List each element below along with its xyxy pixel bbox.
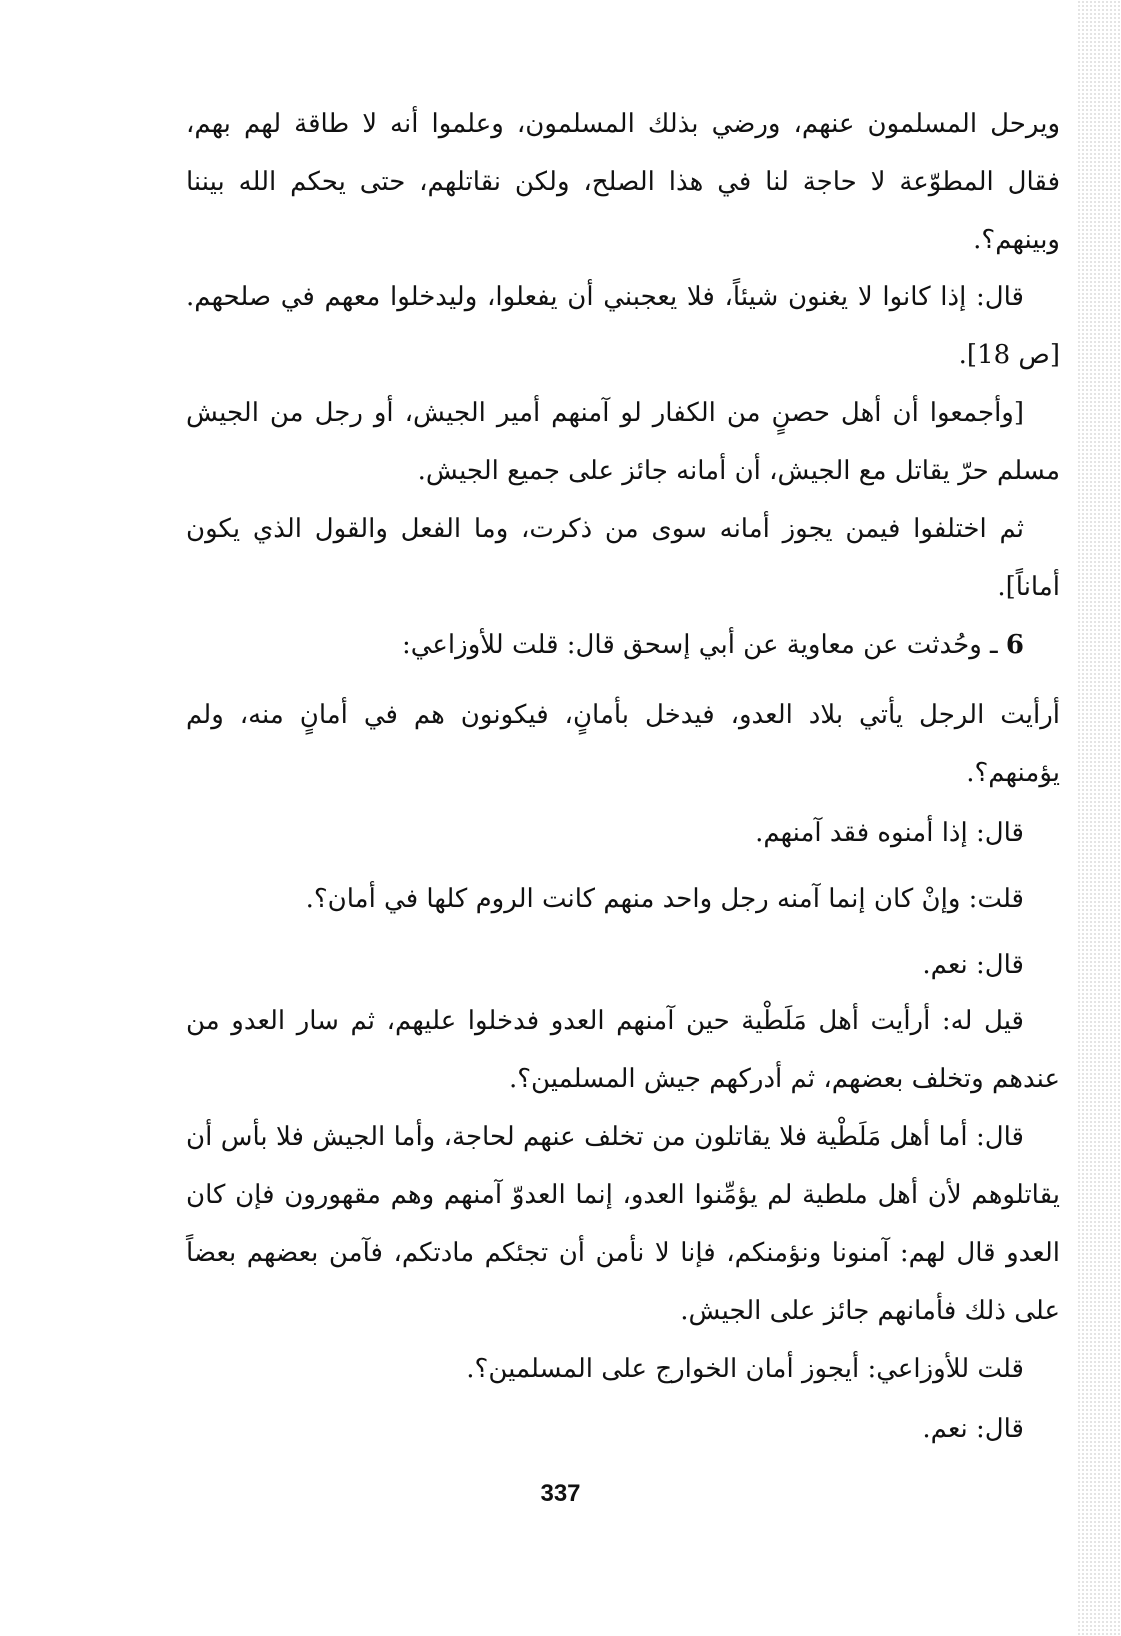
narration-number: 6 (1005, 630, 1024, 660)
paragraph-9: قال: نعم. (922, 950, 1024, 980)
paragraph-11: قال: أما أهل مَلَطْية فلا يقاتلون من تخلف عنهم لحاجة، وأما الجيش فلا بأس أن يقاتلوهم لأن أهل ملطية لم يؤمِّنوا العدو، إنما العدوّ آمنهم وهم مقهورون فإن كان العدو قال لهم: آمنونا ونؤمنكم، فإنا لا نأمن أن تجئكم مادتكم، فآمن بعضهم بعضاً على ذلك فأمانهم جائز على الجيش. (186, 1122, 1060, 1326)
paragraph-10: قيل له: أرأيت أهل مَلَطْية حين آمنهم العدو فدخلوا عليهم، ثم سار العدو من عندهم وتخلف بعضهم، ثم أدركهم جيش المسلمين؟. (186, 1006, 1060, 1094)
paragraph-6: أرأيت الرجل يأتي بلاد العدو، فيدخل بأمانٍ، فيكونون هم في أمانٍ منه، ولم يؤمنهم؟. (186, 700, 1060, 788)
paragraph-7: قال: إذا أمنوه فقد آمنهم. (755, 818, 1024, 848)
paragraph-2: قال: إذا كانوا لا يغنون شيئاً، فلا يعجبني أن يفعلوا، وليدخلوا معهم في صلحهم. [ص 18]. (186, 282, 1060, 370)
page-number: 337 (540, 1480, 581, 1507)
scan-edge-texture (1077, 0, 1121, 1636)
paragraph-5 (186, 616, 1060, 674)
paragraph-8: قلت: وإنْ كان إنما آمنه رجل واحد منهم كانت الروم كلها في أمان؟. (305, 884, 1024, 914)
paragraph-12: قلت للأوزاعي: أيجوز أمان الخوارج على المسلمين؟. (466, 1354, 1024, 1384)
paragraph-4: ثم اختلفوا فيمن يجوز أمانه سوى من ذكرت، وما الفعل والقول الذي يكون أماناً]. (186, 514, 1060, 602)
paragraph-1: ويرحل المسلمون عنهم، ورضي بذلك المسلمون، وعلموا أنه لا طاقة لهم بهم، فقال المطوّعة لا حاجة لنا في هذا الصلح، ولكن نقاتلهم، حتى يحكم الله بيننا وبينهم؟. (186, 109, 1060, 255)
paragraph-3: [وأجمعوا أن أهل حصنٍ من الكفار لو آمنهم أمير الجيش، أو رجل من الجيش مسلم حرّ يقاتل مع الجيش، أن أمانه جائز على جميع الجيش. (186, 398, 1060, 486)
narration-text: ـ وحُدثت عن معاوية عن أبي إسحق قال: قلت للأوزاعي: (401, 630, 1006, 660)
paragraph-13: قال: نعم. (922, 1414, 1024, 1444)
